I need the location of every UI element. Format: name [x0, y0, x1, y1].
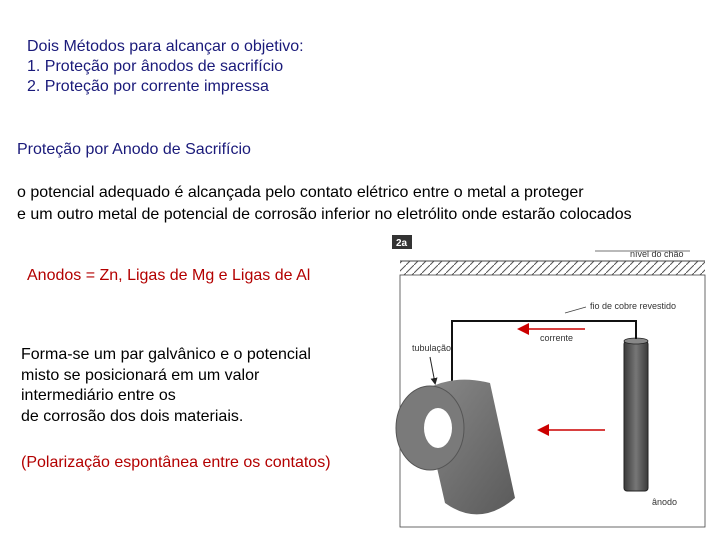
ground-hatch: [400, 261, 705, 275]
sacrificial-anode-figure: [390, 233, 710, 533]
description-line-1: o potencial adequado é alcançada pelo contato elétrico entre o metal a proteger: [17, 184, 584, 201]
description-line-2: e um outro metal de potencial de corrosão inferior no eletrólito onde estarão colocados: [17, 206, 632, 223]
section-heading: Proteção por Anodo de Sacrifício: [17, 141, 251, 158]
anode-body: [624, 341, 648, 491]
figure-tag: 2a: [396, 238, 408, 249]
intro-item-1: 1. Proteção por ânodos de sacrifício: [27, 58, 284, 75]
wire-leader: [565, 307, 586, 313]
galvanic-line-2: misto se posicionará em um valor: [21, 367, 260, 384]
copper-wire: [452, 321, 636, 383]
anode-label: ânodo: [652, 497, 678, 507]
pipe-leader: [430, 357, 435, 383]
galvanic-line-4: de corrosão dos dois materiais.: [21, 408, 244, 425]
ground-label: nível do chão: [630, 249, 684, 259]
galvanic-line-1: Forma-se um par galvânico e o potencial: [21, 346, 311, 363]
polarization-note: (Polarização espontânea entre os contatos): [21, 454, 331, 471]
anodos-line: Anodos = Zn, Ligas de Mg e Ligas de Al: [27, 267, 311, 284]
intro-item-2: 2. Proteção por corrente impressa: [27, 78, 269, 95]
galvanic-line-3: intermediário entre os: [21, 387, 176, 404]
wire-label: fio de cobre revestido: [590, 301, 677, 311]
pipe-label: tubulação: [412, 343, 452, 353]
intro-title: Dois Métodos para alcançar o objetivo:: [27, 38, 304, 55]
current-label: corrente: [540, 333, 574, 343]
figure-svg: [390, 233, 710, 533]
pipe-inner: [424, 408, 452, 448]
